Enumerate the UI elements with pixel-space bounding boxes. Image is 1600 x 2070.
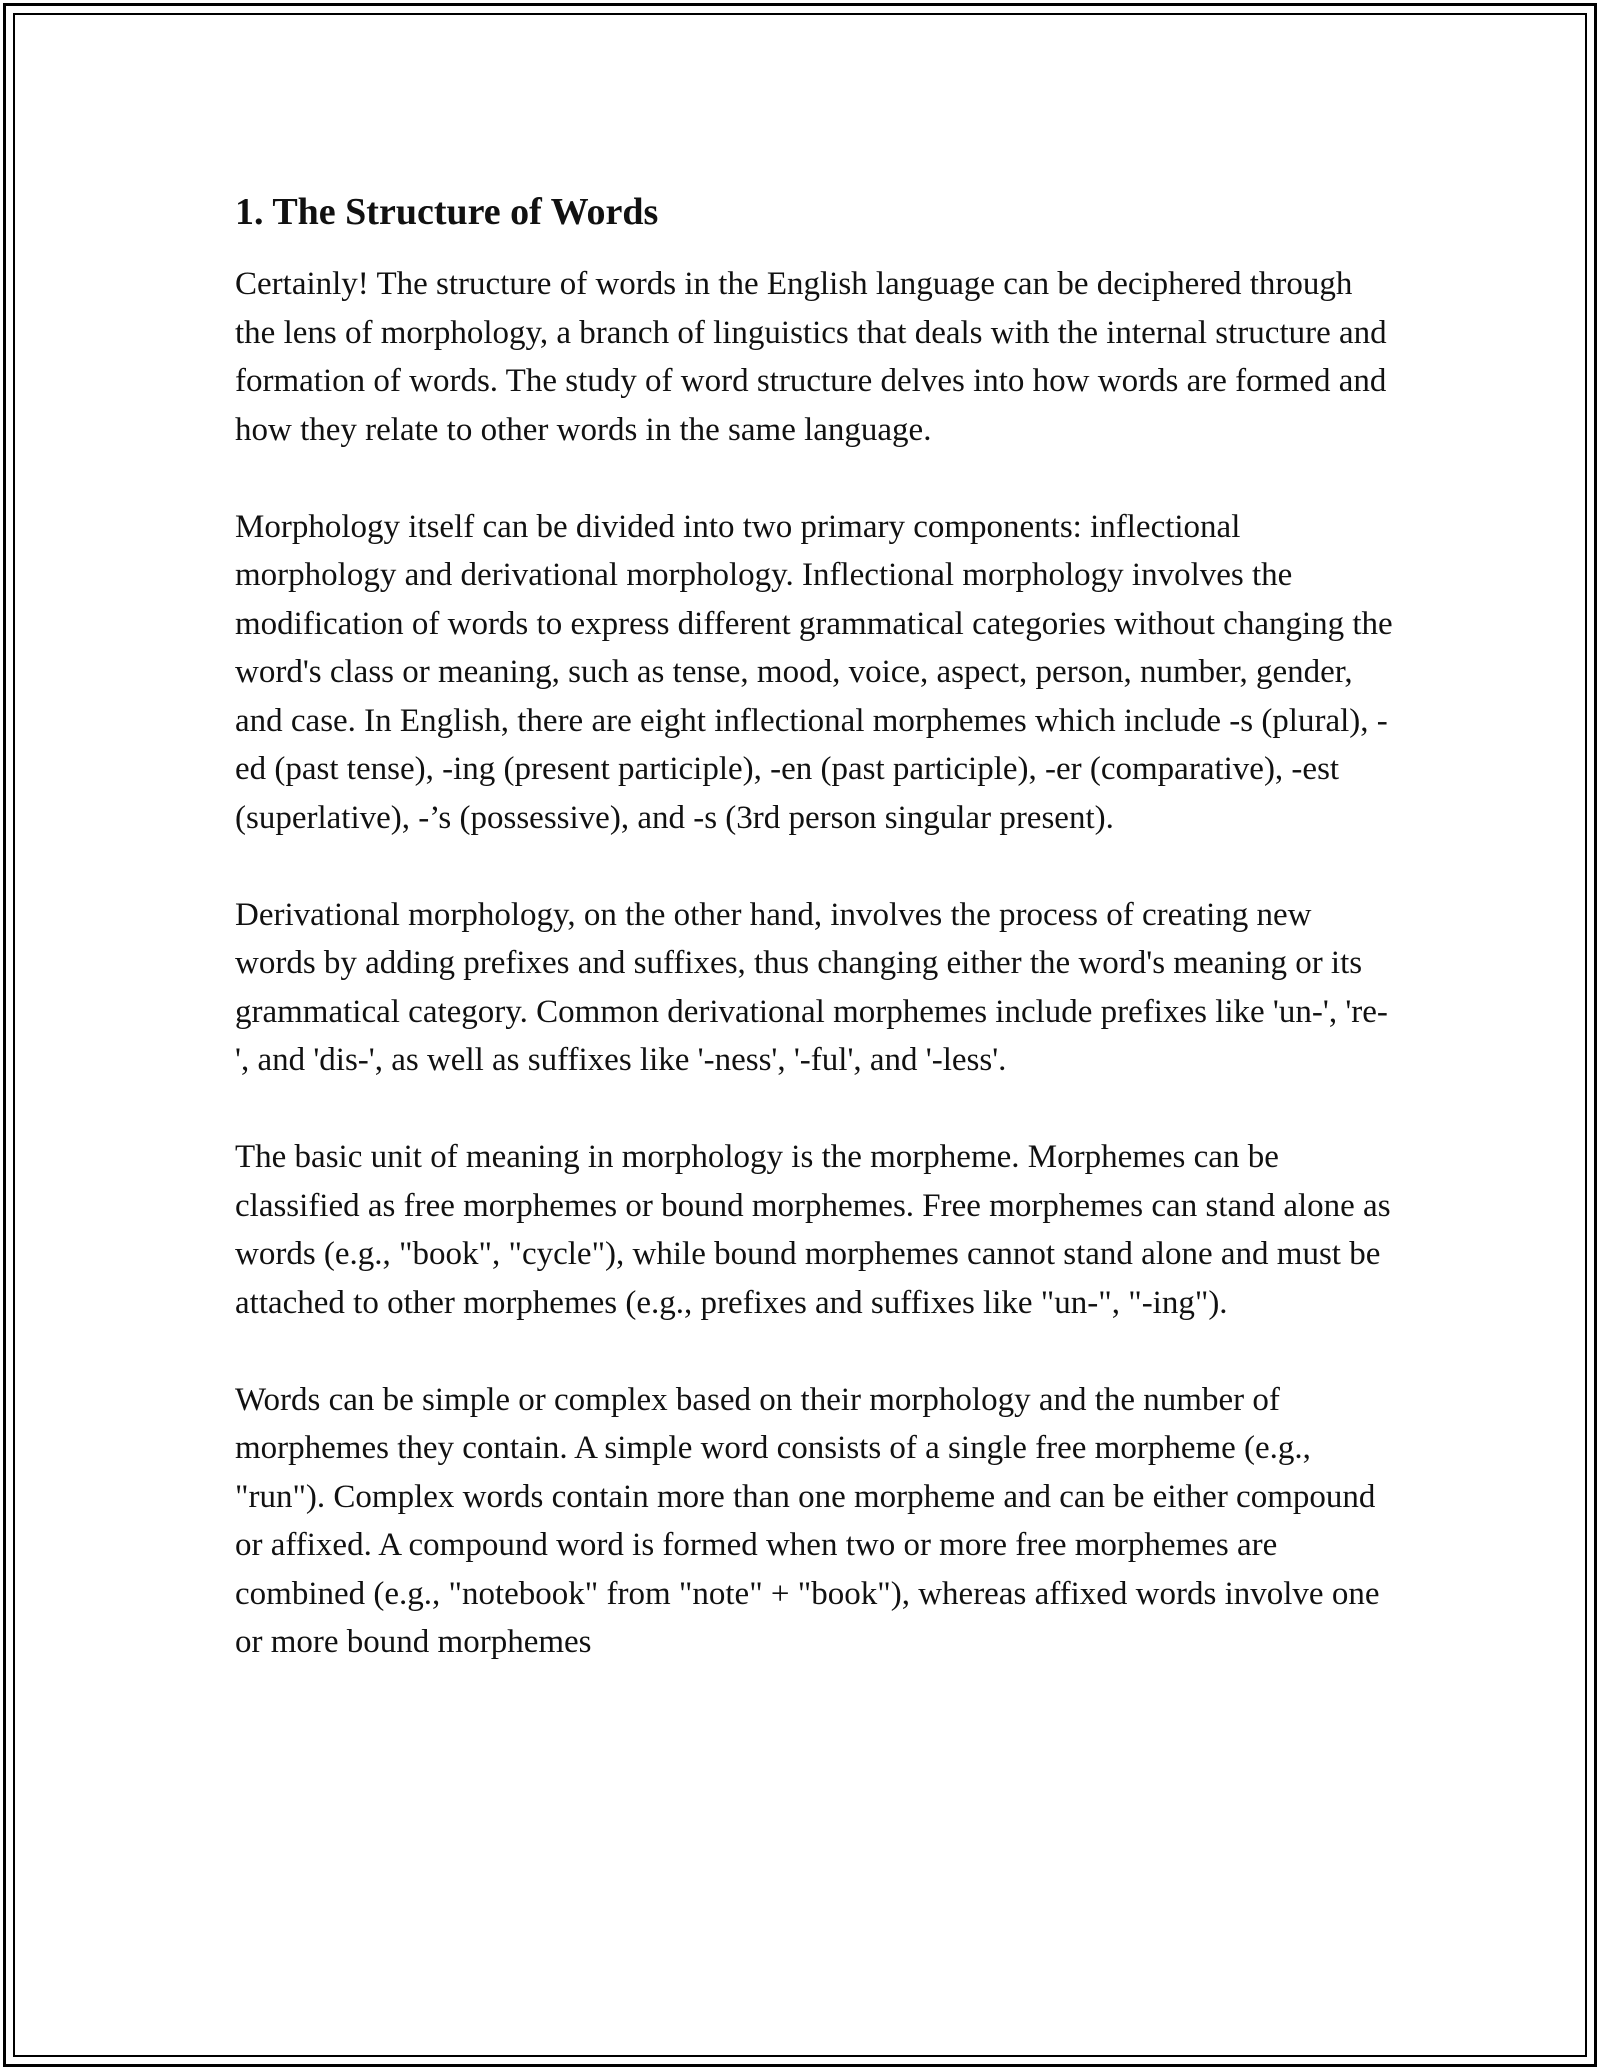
- section-title: 1. The Structure of Words: [235, 191, 659, 233]
- document-body: [235, 186, 1395, 1667]
- paragraph-intro: Certainly! The structure of words in the English language can be deciphered through the lens of morphology, a branch of linguistics that deals with the internal structure and formation of words. The study of word structure delves into how words are formed and how they relate to other words in the same language.: [235, 266, 1387, 448]
- paragraph-derivational: Derivational morphology, on the other hand, involves the process of creating new words by adding prefixes and suffixes, thus changing either the word's meaning or its grammatical category. Common derivational morphemes include prefixes like 'un-', 're-', and 'dis-', as well as suffixes like '-ness', '-ful', and '-less'.: [235, 896, 1388, 1078]
- paragraph-simple-complex: Words can be simple or complex based on their morphology and the number of morphemes they contain. A simple word consists of a single free morpheme (e.g., "run"). Complex words contain more than one morpheme and can be either compound or affixed. A compound word is formed when two or more free morphemes are combined (e.g., "notebook" from "note" + "book"), whereas affixed words involve one or more bound morphemes: [235, 1381, 1380, 1660]
- paragraph-morpheme: The basic unit of meaning in morphology is the morpheme. Morphemes can be classified as free morphemes or bound morphemes. Free morphemes can stand alone as words (e.g., "book", "cycle"), while bound morphemes cannot stand alone and must be attached to other morphemes (e.g., prefixes and suffixes like "un-", "-ing").: [235, 1139, 1391, 1321]
- paragraph-inflectional: Morphology itself can be divided into two primary components: inflectional morphology and derivational morphology. Inflectional morphology involves the modification of words to express different grammatical categories without changing the word's class or meaning, such as tense, mood, voice, aspect, person, number, gender, and case. In English, there are eight inflectional morphemes which include -s (plural), -ed (past tense), -ing (present participle), -en (past participle), -er (comparative), -est (superlative), -’s (possessive), and -s (3rd person singular present).: [235, 508, 1393, 836]
